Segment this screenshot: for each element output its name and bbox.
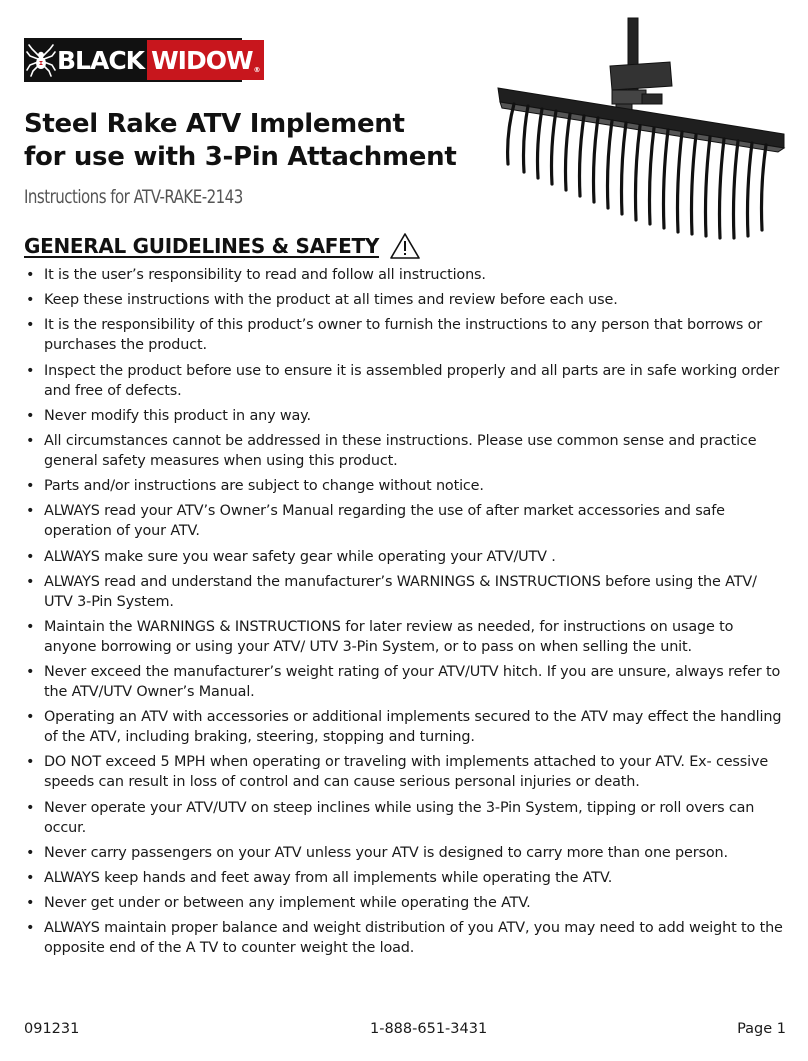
list-item [24, 547, 784, 567]
list-item [24, 361, 784, 401]
title-line-1: Steel Rake ATV Implement [24, 109, 405, 139]
rake-product-image [492, 14, 792, 244]
bullet-glyph: • [26, 548, 35, 565]
bullet-glyph: • [26, 407, 35, 424]
list-item-text: ALWAYS maintain proper balance and weight distribution of you ATV, you may need to add weight to the opposite end of the A TV to counter weight the load. [44, 920, 783, 957]
bullet-glyph: • [26, 618, 35, 635]
bullet-glyph: • [26, 317, 35, 334]
list-item [24, 918, 784, 958]
bullet-glyph: • [26, 754, 35, 771]
bullet-glyph: • [26, 362, 35, 379]
list-item [24, 476, 784, 496]
list-item-text: Operating an ATV with accessories or additional implements secured to the ATV may effect the handling of the ATV, including braking, steering, stopping and turning. [44, 709, 782, 746]
list-item-text: Never carry passengers on your ATV unless your ATV is designed to carry more than one person. [44, 844, 728, 861]
logo-text-widow-word: WIDOW [151, 45, 253, 75]
list-item [24, 265, 784, 285]
list-item [24, 662, 784, 702]
list-item [24, 406, 784, 426]
list-item [24, 868, 784, 888]
list-item-text: It is the responsibility of this product’s owner to furnish the instructions to any person that borrows or purchases the product. [44, 317, 763, 354]
list-item-text: All circumstances cannot be addressed in these instructions. Please use common sense and practice general safety measures when using this product. [44, 432, 757, 469]
bullet-glyph: • [26, 870, 35, 886]
section-heading-text: GENERAL GUIDELINES & SAFETY [24, 234, 380, 258]
spider-icon [26, 40, 56, 80]
footer-document-code: 091231 [24, 1021, 80, 1037]
list-item-text: Never get under or between any implement while operating the ATV. [44, 895, 531, 912]
list-item [24, 431, 784, 471]
section-heading [24, 232, 421, 260]
list-item-text: ALWAYS keep hands and feet away from all implements while operating the ATV. [44, 870, 613, 886]
list-item-text: DO NOT exceed 5 MPH when operating or traveling with implements attached to your ATV. Ex- cessive speeds can result in loss of control and can cause serious personal injuries or death. [44, 754, 769, 791]
bullet-glyph: • [26, 573, 35, 590]
list-item-text: Parts and/or instructions are subject to change without notice. [44, 478, 484, 495]
bullet-glyph: • [26, 844, 35, 861]
warning-triangle-icon [389, 232, 421, 260]
list-item-text: It is the user’s responsibility to read and follow all instructions. [44, 267, 486, 283]
list-item-text: Never modify this product in any way. [44, 407, 311, 424]
bullet-glyph: • [26, 664, 35, 681]
list-item-text: Never operate your ATV/UTV on steep inclines while using the 3-Pin System, tipping or roll overs can occur. [44, 799, 755, 836]
list-item-text: Maintain the WARNINGS & INSTRUCTIONS for later review as needed, for instructions on usage to anyone borrowing or using your ATV/ UTV 3-Pin System, or to pass on when selling the unit. [44, 618, 734, 655]
bullet-glyph: • [26, 478, 35, 495]
list-item [24, 572, 784, 612]
list-item-text: Inspect the product before use to ensure it is assembled properly and all parts are in safe working order and free of defects. [44, 362, 780, 399]
footer-phone: 1-888-651-3431 [370, 1021, 488, 1037]
list-item-text: Never exceed the manufacturer’s weight rating of your ATV/UTV hitch. If you are unsure, always refer to the ATV/UTV Owner’s Manual. [44, 664, 781, 701]
list-item [24, 707, 784, 747]
title-line-2: for use with 3-Pin Attachment [24, 142, 457, 172]
list-item [24, 315, 784, 355]
logo-text-black: BLACK [56, 40, 147, 80]
bullet-glyph: • [26, 799, 35, 816]
brand-logo [24, 38, 260, 82]
list-item-text: ALWAYS read your ATV’s Owner’s Manual regarding the use of after market accessories and safe operation of your ATV. [44, 503, 725, 540]
logo-text-widow [147, 40, 263, 80]
logo-trademark: ® [253, 66, 260, 74]
bullet-glyph: • [26, 432, 35, 449]
bullet-glyph: • [26, 709, 35, 726]
bullet-glyph: • [26, 267, 35, 283]
list-item-text: Keep these instructions with the product at all times and review before each use. [44, 292, 618, 309]
bullet-glyph: • [26, 895, 35, 912]
bullet-glyph: • [26, 920, 35, 937]
guidelines-list [24, 265, 784, 964]
document-subtitle: Instructions for ATV-RAKE-2143 [24, 186, 243, 208]
bullet-glyph: • [26, 503, 35, 520]
list-item [24, 752, 784, 792]
list-item [24, 501, 784, 541]
list-item [24, 843, 784, 863]
list-item [24, 617, 784, 657]
bullet-glyph: • [26, 292, 35, 309]
list-item-text: ALWAYS make sure you wear safety gear while operating your ATV/UTV . [44, 548, 556, 565]
list-item [24, 893, 784, 913]
document-title [24, 108, 456, 174]
list-item [24, 798, 784, 838]
list-item-text: ALWAYS read and understand the manufacturer’s WARNINGS & INSTRUCTIONS before using the ATV/ UTV 3-Pin System. [44, 573, 757, 610]
footer-page-number: Page 1 [737, 1021, 786, 1037]
list-item [24, 290, 784, 310]
